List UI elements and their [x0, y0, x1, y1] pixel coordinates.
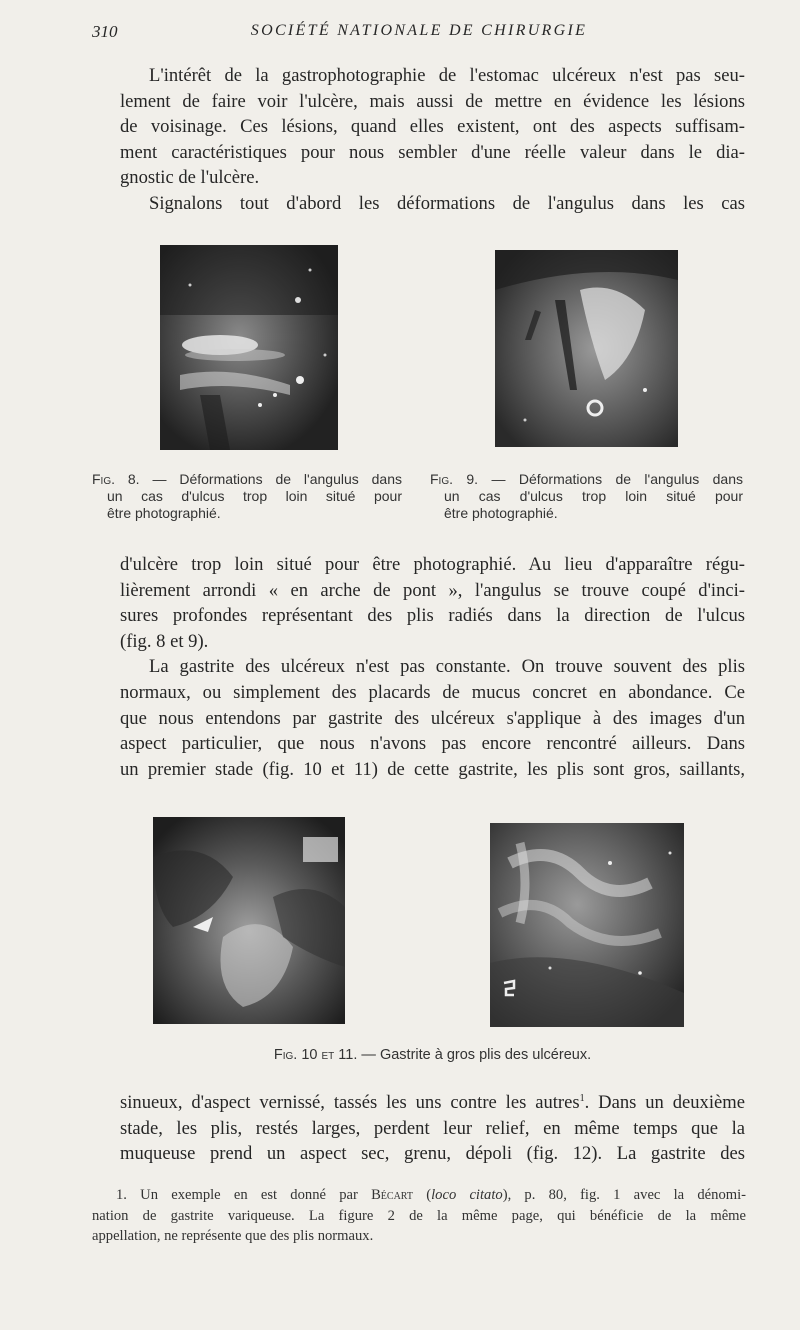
- figure-8-label: Fig. 8.: [92, 471, 140, 487]
- figure-10-11-label: Fig. 10 et 11.: [273, 1047, 358, 1063]
- paragraph-intro: [120, 63, 745, 217]
- text-line: Signalons tout d'abord les déformations de l'angulus dans les cas: [149, 192, 745, 214]
- caption-line: un cas d'ulcus trop loin situé pour: [107, 488, 402, 504]
- footnote-citation: loco citato: [431, 1187, 503, 1203]
- page-number: 310: [92, 22, 118, 41]
- paragraph-angulus: [120, 552, 745, 782]
- running-title: SOCIÉTÉ NATIONALE DE CHIRURGIE: [250, 22, 588, 39]
- caption-line: être photographié.: [107, 505, 221, 521]
- figure-10-photo: [153, 817, 345, 1024]
- text-line: de voisinage. Ces lésions, quand elles existent, ont des aspects suffisam-: [120, 116, 745, 138]
- caption-line: un cas d'ulcus trop loin situé pour: [444, 488, 743, 504]
- caption-line: — Déformations de l'angulus dans: [491, 471, 743, 487]
- text-line-tail: . Dans un deuxième: [584, 1092, 745, 1113]
- figure-9-caption: [430, 471, 743, 522]
- text-line: que nous entendons par gastrite des ulcéreux s'applique à des images d'un: [120, 707, 745, 729]
- figure-9-label: Fig. 9.: [430, 471, 479, 487]
- text-line: muqueuse prend un aspect sec, grenu, dépoli (fig. 12). La gastrite des: [120, 1143, 745, 1165]
- caption-text: — Gastrite à gros plis des ulcéreux.: [361, 1047, 592, 1063]
- text-line: normaux, ou simplement des placards de mucus concret en abondance. Ce: [120, 681, 745, 703]
- figure-9-photo: [495, 250, 678, 447]
- text-line: L'intérêt de la gastrophotographie de l'estomac ulcéreux n'est pas seu-: [149, 65, 745, 86]
- text-line: sures profondes représentant des plis radiés dans la direction de l'ulcus: [120, 605, 745, 627]
- page-header: [92, 22, 746, 46]
- footnote: 1. Un exemple en est donné par Bécart (loco citato), p. 80, fig. 1 avec la dénomi- nation de gastrite variqueuse. La figure 2 de la même page, qui bénéficie de la même appellation, ne représente que des plis normaux.: [92, 1185, 746, 1247]
- caption-line: — Déformations de l'angulus dans: [152, 471, 402, 487]
- text-line: aspect particulier, que nous n'avons pas encore rencontré ailleurs. Dans: [120, 733, 745, 755]
- footnote-line: appellation, ne représente que des plis normaux.: [92, 1228, 374, 1244]
- text-line: lièrement arrondi « en arche de pont », l'angulus se trouve coupé d'inci-: [120, 579, 745, 601]
- figure-8-caption: [92, 471, 402, 522]
- text-line: gnostic de l'ulcère.: [120, 167, 260, 189]
- footnote-line: nation de gastrite variqueuse. La figure 2 de la même page, qui bénéficie de la même: [92, 1207, 746, 1224]
- paragraph-gastrite: [120, 1090, 745, 1167]
- text-line: stade, les plis, restés larges, perdent leur relief, en même temps que la: [120, 1117, 745, 1139]
- text-line: La gastrite des ulcéreux n'est pas constante. On trouve souvent des plis: [149, 656, 745, 678]
- text-line: lement de faire voir l'ulcère, mais aussi de mettre en évidence les lésions: [120, 90, 745, 112]
- footnote-author: Bécart: [371, 1187, 413, 1203]
- footnote-ref: 1: [579, 1092, 585, 1104]
- caption-line: être photographié.: [444, 505, 558, 521]
- text-line: sinueux, d'aspect vernissé, tassés les uns contre les autres: [120, 1092, 580, 1113]
- figure-8-photo: [160, 245, 338, 450]
- text-line: d'ulcère trop loin situé pour être photographié. Au lieu d'apparaître régu-: [120, 554, 745, 575]
- text-line: un premier stade (fig. 10 et 11) de cette gastrite, les plis sont gros, saillants,: [120, 758, 745, 780]
- figure-11-photo: [490, 823, 684, 1027]
- figure-10-11-caption: [120, 1047, 745, 1063]
- text-line: ment caractéristiques pour nous sembler d'une réelle valeur dans le dia-: [120, 141, 745, 163]
- text-line: (fig. 8 et 9).: [120, 630, 209, 652]
